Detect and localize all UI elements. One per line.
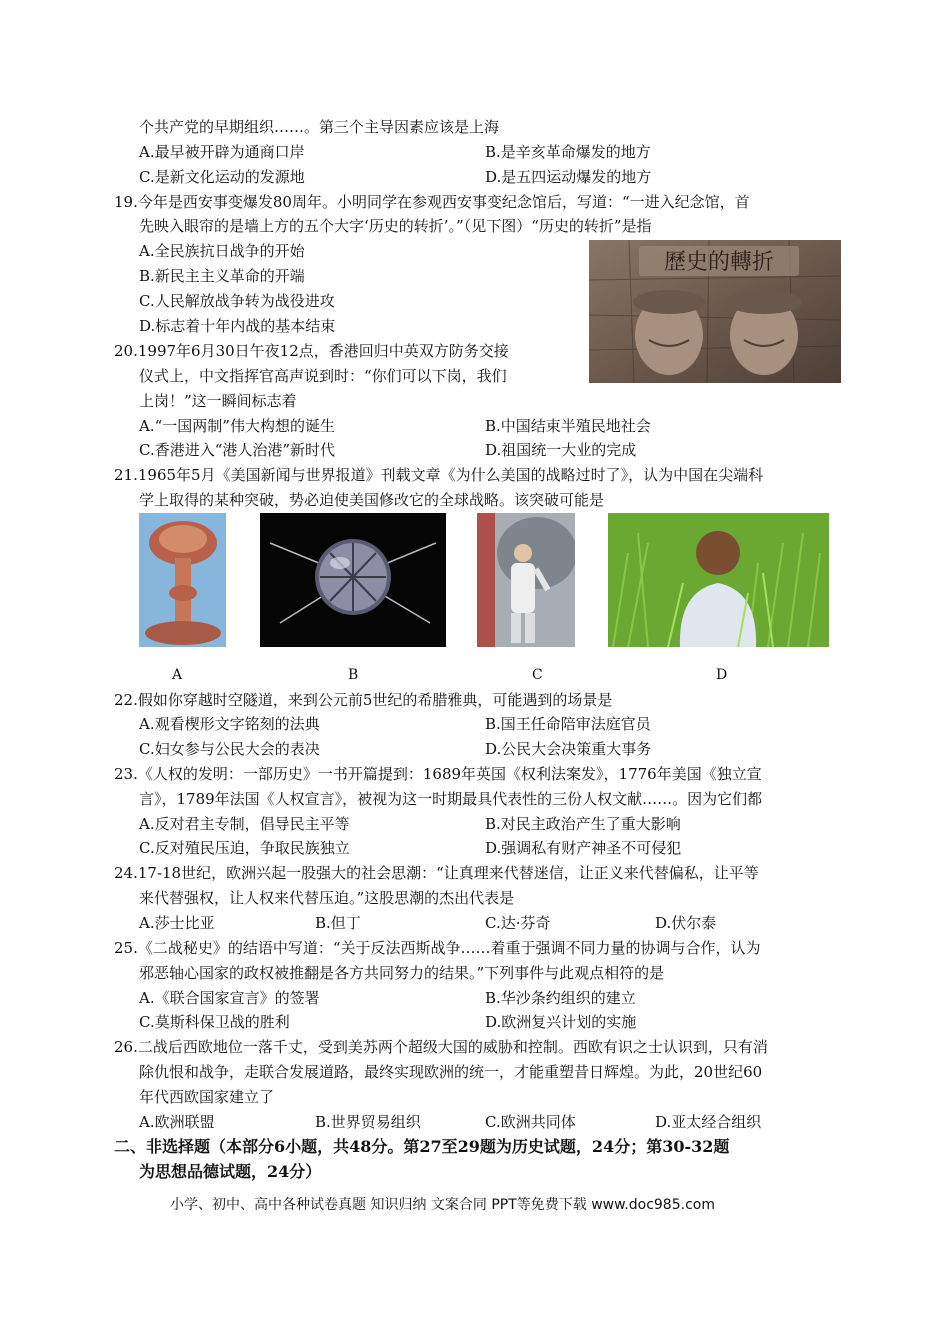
xian-incident-relief-image bbox=[589, 240, 841, 383]
relief-inscription: 歷史的轉折 bbox=[663, 250, 775, 275]
q19-stem-line2: 先映入眼帘的是墙上方的五个大字‘历史的转折’。”（见下图）“历史的转折”是指 bbox=[139, 217, 652, 235]
q19-stem-line1: 19.今年是西安事变爆发80周年。小明同学在参观西安事变纪念馆后，写道：“一进入纪念馆，首 bbox=[114, 193, 750, 211]
q26-option-a: A.欧洲联盟 bbox=[139, 1113, 215, 1131]
q18-option-a: A.最早被开辟为通商口岸 bbox=[139, 143, 305, 161]
q18-option-c: C.是新文化运动的发源地 bbox=[139, 168, 305, 186]
q20-option-a: A.“一国两制”伟大构想的诞生 bbox=[139, 417, 335, 435]
q24-option-c: C.达·芬奇 bbox=[485, 914, 551, 932]
q26-stem-line2: 除仇恨和战争，走联合发展道路，最终实现欧洲的统一，才能重塑昔日辉煌。为此，20世纪60 bbox=[139, 1063, 763, 1081]
rice-scientist-image bbox=[608, 513, 829, 647]
q19-option-d: D.标志着十年内战的基本结束 bbox=[139, 317, 336, 335]
q21-caption-c: C bbox=[532, 667, 543, 683]
q24-stem-line2: 来代替强权，让人权来代替压迫。”这股思潮的杰出代表是 bbox=[139, 889, 515, 907]
q25-option-d: D.欧洲复兴计划的实施 bbox=[485, 1013, 637, 1031]
q20-stem-line1: 20.1997年6月30日午夜12点，香港回归中英双方防务交接 bbox=[114, 342, 509, 360]
q18-stem-cont: 个共产党的早期组织……。第三个主导因素应该是上海 bbox=[139, 118, 500, 136]
q20-option-c: C.香港进入“港人治港”新时代 bbox=[139, 441, 336, 459]
q23-option-d: D.强调私有财产神圣不可侵犯 bbox=[485, 839, 682, 857]
q18-option-d: D.是五四运动爆发的地方 bbox=[485, 168, 652, 186]
q22-stem: 22.假如你穿越时空隧道，来到公元前5世纪的希腊雅典，可能遇到的场景是 bbox=[114, 691, 613, 709]
q23-stem-line1: 23.《人权的发明：一部历史》一书开篇提到：1689年英国《权利法案发》，1776年美国《独立宣 bbox=[114, 765, 762, 783]
q22-option-c: C.妇女参与公民大会的表决 bbox=[139, 740, 320, 758]
q21-caption-b: B bbox=[348, 667, 359, 683]
atomic-bomb-cloud-image bbox=[139, 513, 226, 647]
q19-option-c: C.人民解放战争转为战役进攻 bbox=[139, 292, 335, 310]
q26-stem-line1: 26.二战后西欧地位一落千丈，受到美苏两个超级大国的威胁和控制。西欧有识之士认识到，只有消 bbox=[114, 1038, 768, 1056]
page-footer: 小学、初中、高中各种试卷真题 知识归纳 文案合同 PPT等免费下载 www.doc985.com bbox=[170, 1197, 715, 1213]
q20-stem-line2: 仪式上，中文指挥官高声说到时：“你们可以下岗，我们 bbox=[139, 367, 507, 385]
q20-stem-line3: 上岗！”这一瞬间标志着 bbox=[139, 392, 297, 410]
q18-option-b: B.是辛亥革命爆发的地方 bbox=[485, 143, 651, 161]
q19-option-b: B.新民主主义革命的开端 bbox=[139, 267, 305, 285]
q23-option-c: C.反对殖民压迫，争取民族独立 bbox=[139, 839, 350, 857]
q24-stem-line1: 24.17-18世纪，欧洲兴起一股强大的社会思潮：“让真理来代替迷信，让正义来代替偏私，让平等 bbox=[114, 864, 759, 882]
q21-caption-a: A bbox=[172, 667, 183, 683]
q26-stem-line3: 年代西欧国家建立了 bbox=[139, 1088, 275, 1106]
q23-option-b: B.对民主政治产生了重大影响 bbox=[485, 815, 681, 833]
section2-heading-line1: 二、非选择题（本部分6小题，共48分。第27至29题为历史试题，24分；第30-32题 bbox=[114, 1137, 730, 1156]
q25-option-a: A.《联合国家宣言》的签署 bbox=[139, 989, 320, 1007]
q23-stem-line2: 言》，1789年法国《人权宣言》，被视为这一时期最具代表性的三份人权文献……。因为它们都 bbox=[139, 790, 763, 808]
q23-option-a: A.反对君主专制，倡导民主平等 bbox=[139, 815, 350, 833]
q26-option-b: B.世界贸易组织 bbox=[315, 1113, 421, 1131]
q20-option-d: D.祖国统一大业的完成 bbox=[485, 441, 637, 459]
section2-heading-line2: 为思想品德试题，24分） bbox=[139, 1162, 322, 1181]
astronaut-image bbox=[477, 513, 575, 647]
q20-option-b: B.中国结束半殖民地社会 bbox=[485, 417, 651, 435]
q22-option-d: D.公民大会决策重大事务 bbox=[485, 740, 652, 758]
q25-option-c: C.莫斯科保卫战的胜利 bbox=[139, 1013, 290, 1031]
satellite-image bbox=[260, 513, 446, 647]
q22-option-b: B.国王任命陪审法庭官员 bbox=[485, 715, 651, 733]
q25-option-b: B.华沙条约组织的建立 bbox=[485, 989, 636, 1007]
q25-stem-line2: 邪恶轴心国家的政权被推翻是各方共同努力的结果。”下列事件与此观点相符的是 bbox=[139, 964, 665, 982]
q22-option-a: A.观看楔形文字铭刻的法典 bbox=[139, 715, 320, 733]
q19-option-a: A.全民族抗日战争的开始 bbox=[139, 242, 305, 260]
q21-stem-line2: 学上取得的某种突破，势必迫使美国修改它的全球战略。该突破可能是 bbox=[139, 491, 605, 509]
q25-stem-line1: 25.《二战秘史》的结语中写道：“关于反法西斯战争……着重于强调不同力量的协调与合作，认为 bbox=[114, 939, 761, 957]
q21-stem-line1: 21.1965年5月《美国新闻与世界报道》刊载文章《为什么美国的战略过时了》，认为中国在尖端科 bbox=[114, 466, 764, 484]
q24-option-b: B.但丁 bbox=[315, 914, 361, 932]
q21-caption-d: D bbox=[716, 667, 728, 683]
q24-option-a: A.莎士比亚 bbox=[139, 914, 215, 932]
q26-option-d: D.亚太经合组织 bbox=[655, 1113, 762, 1131]
q26-option-c: C.欧洲共同体 bbox=[485, 1113, 576, 1131]
q24-option-d: D.伏尔泰 bbox=[655, 914, 717, 932]
